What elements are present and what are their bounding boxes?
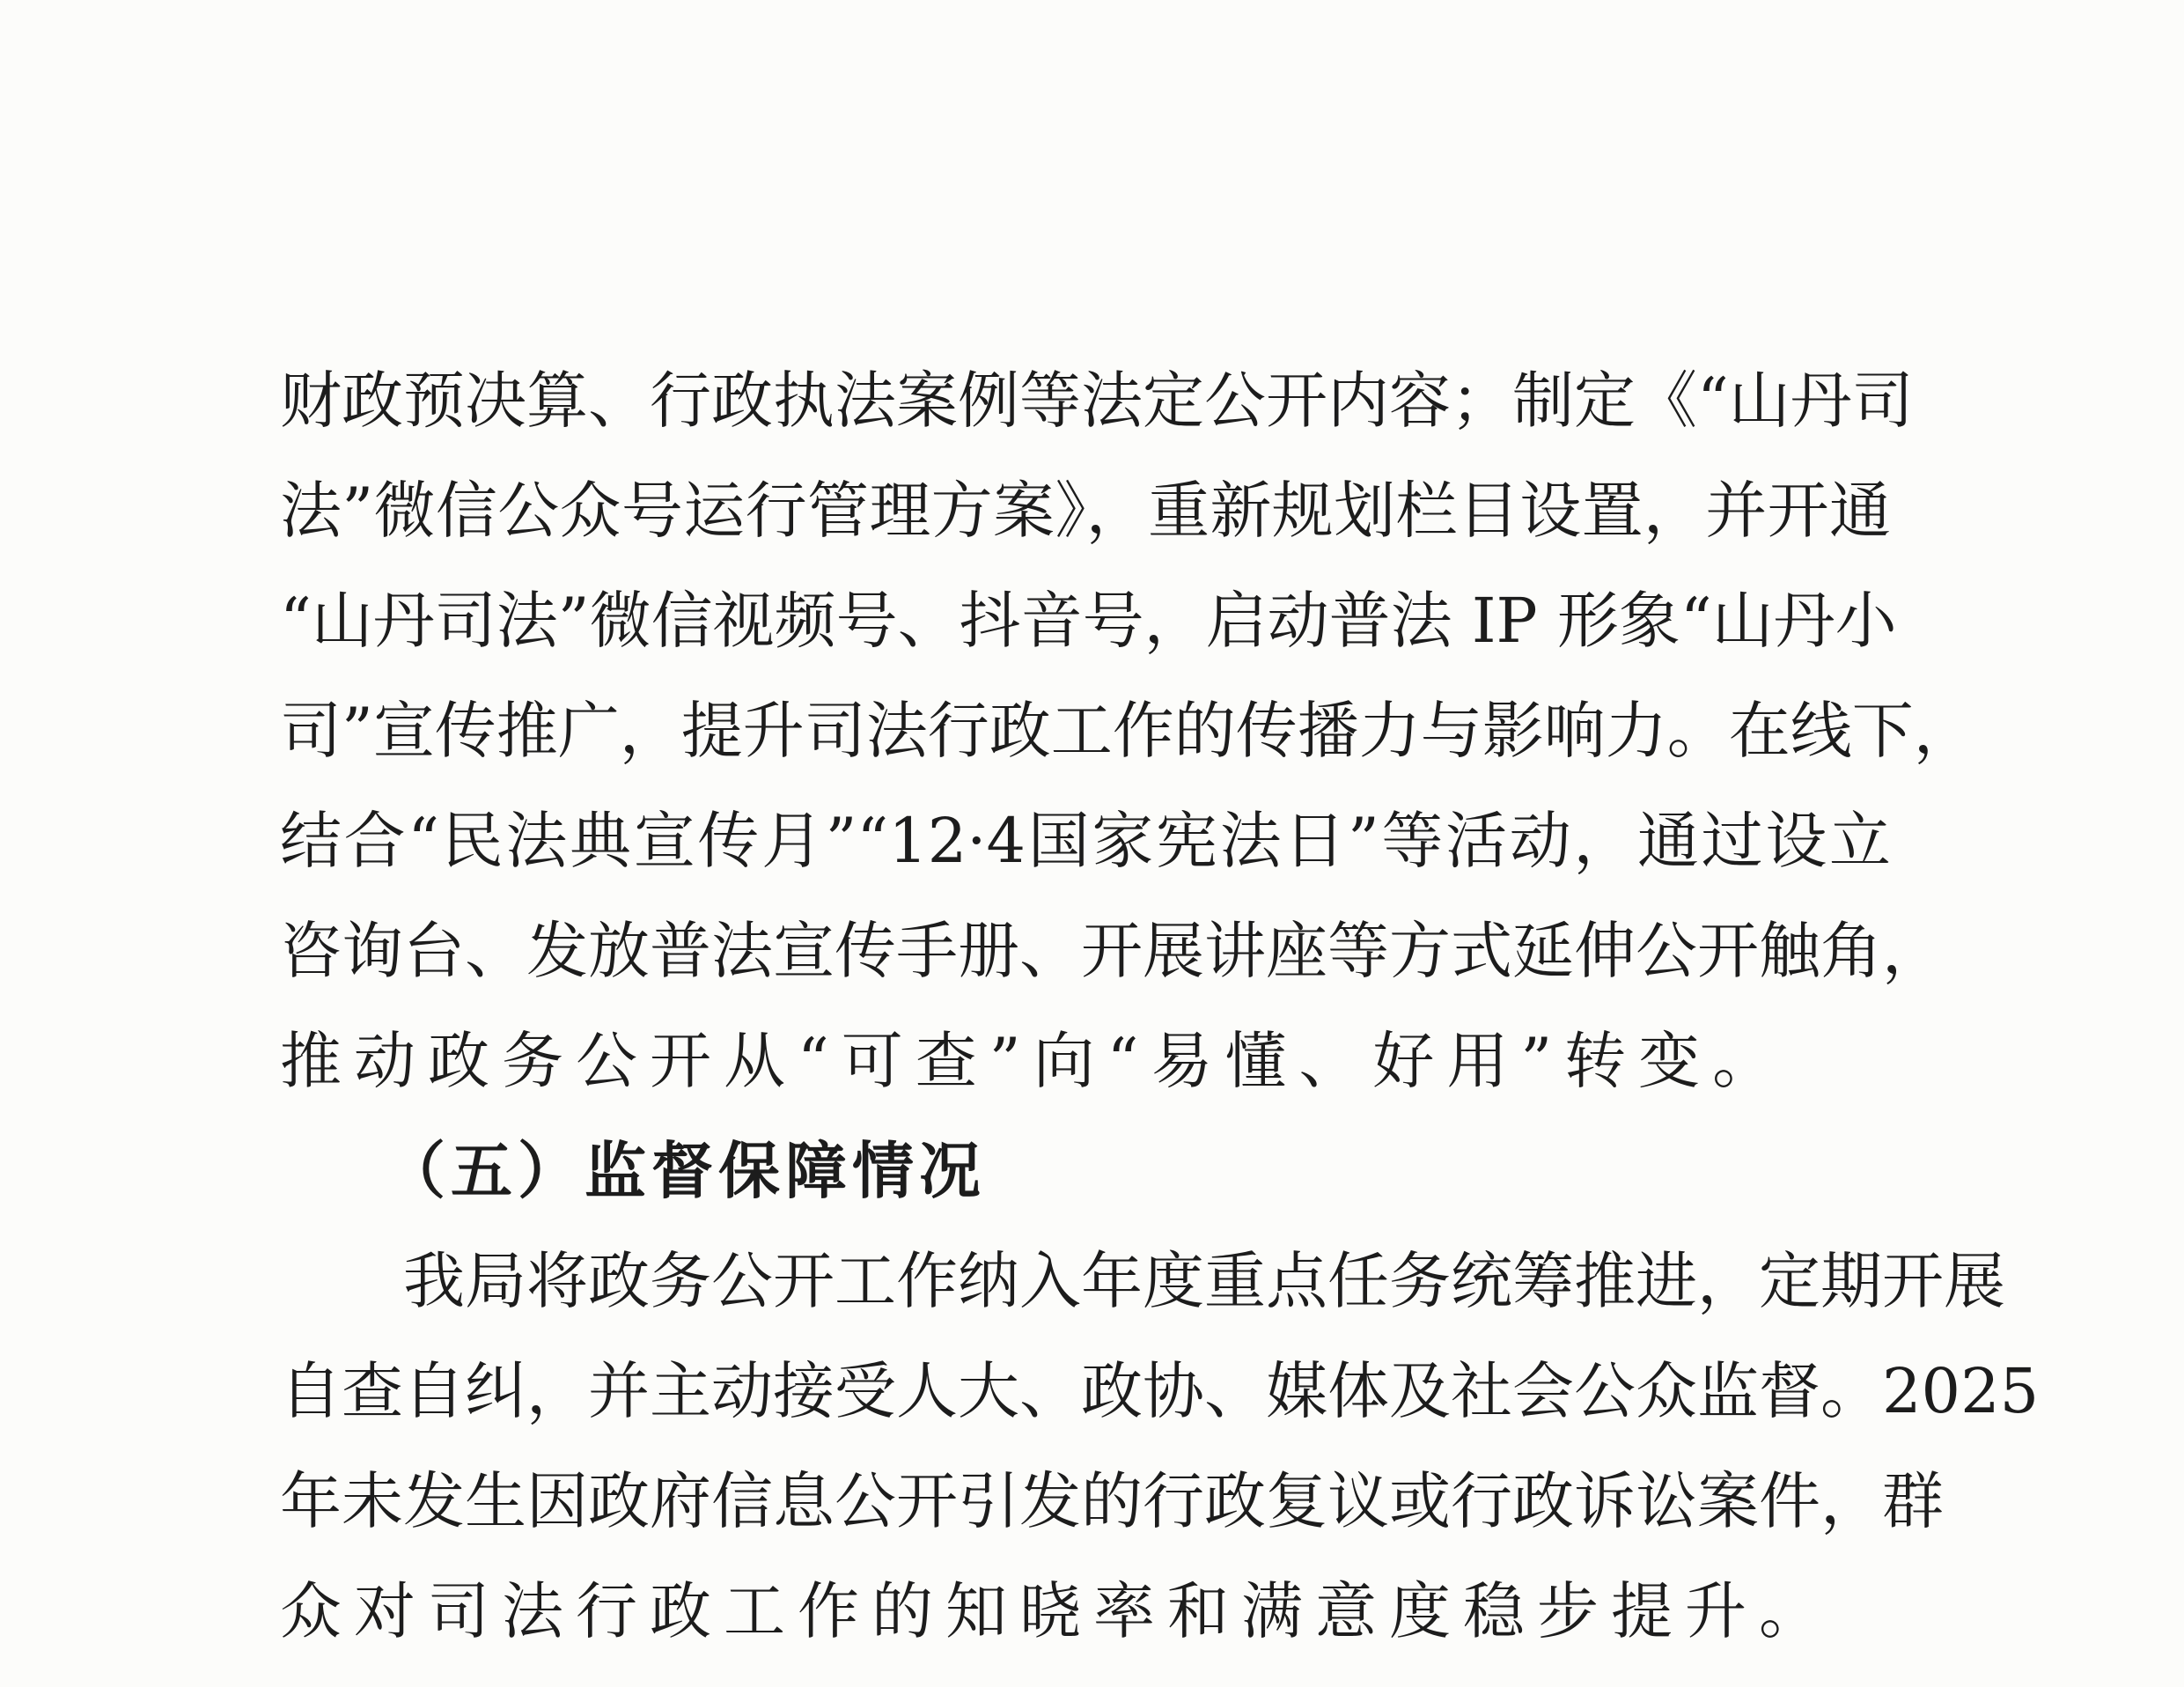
- section-heading-5: （五）监督保障情况: [384, 1135, 986, 1207]
- paragraph-1-line-5: 结合“民法典宣传月”“12·4国家宪法日”等活动，通过设立: [280, 805, 1891, 877]
- paragraph-1-line-1: 财政预决算、行政执法案例等法定公开内容；制定《“山丹司: [280, 365, 1914, 437]
- paragraph-1-line-6: 咨询台、发放普法宣传手册、开展讲座等方式延伸公开触角，: [280, 915, 1944, 987]
- paragraph-1-line-3: “山丹司法”微信视频号、抖音号，启动普法 IP 形象“山丹小: [280, 585, 1897, 657]
- paragraph-2-line-3: 年未发生因政府信息公开引发的行政复议或行政诉讼案件，群: [280, 1465, 1944, 1537]
- paragraph-2-line-4: 众对司法行政工作的知晓率和满意度稳步提升。: [280, 1575, 1833, 1647]
- paragraph-1-line-2: 法”微信公众号运行管理方案》，重新规划栏目设置，并开通: [280, 475, 1891, 547]
- paragraph-2-line-2: 自查自纠，并主动接受人大、政协、媒体及社会公众监督。2025: [280, 1355, 2040, 1427]
- paragraph-1-line-7: 推动政务公开从“可查”向“易懂、好用”转变。: [280, 1025, 1787, 1097]
- paragraph-2-line-1: 我局将政务公开工作纳入年度重点任务统筹推进，定期开展: [280, 1245, 2005, 1317]
- paragraph-1-line-4: 司”宣传推广，提升司法行政工作的传播力与影响力。在线下，: [280, 695, 1975, 767]
